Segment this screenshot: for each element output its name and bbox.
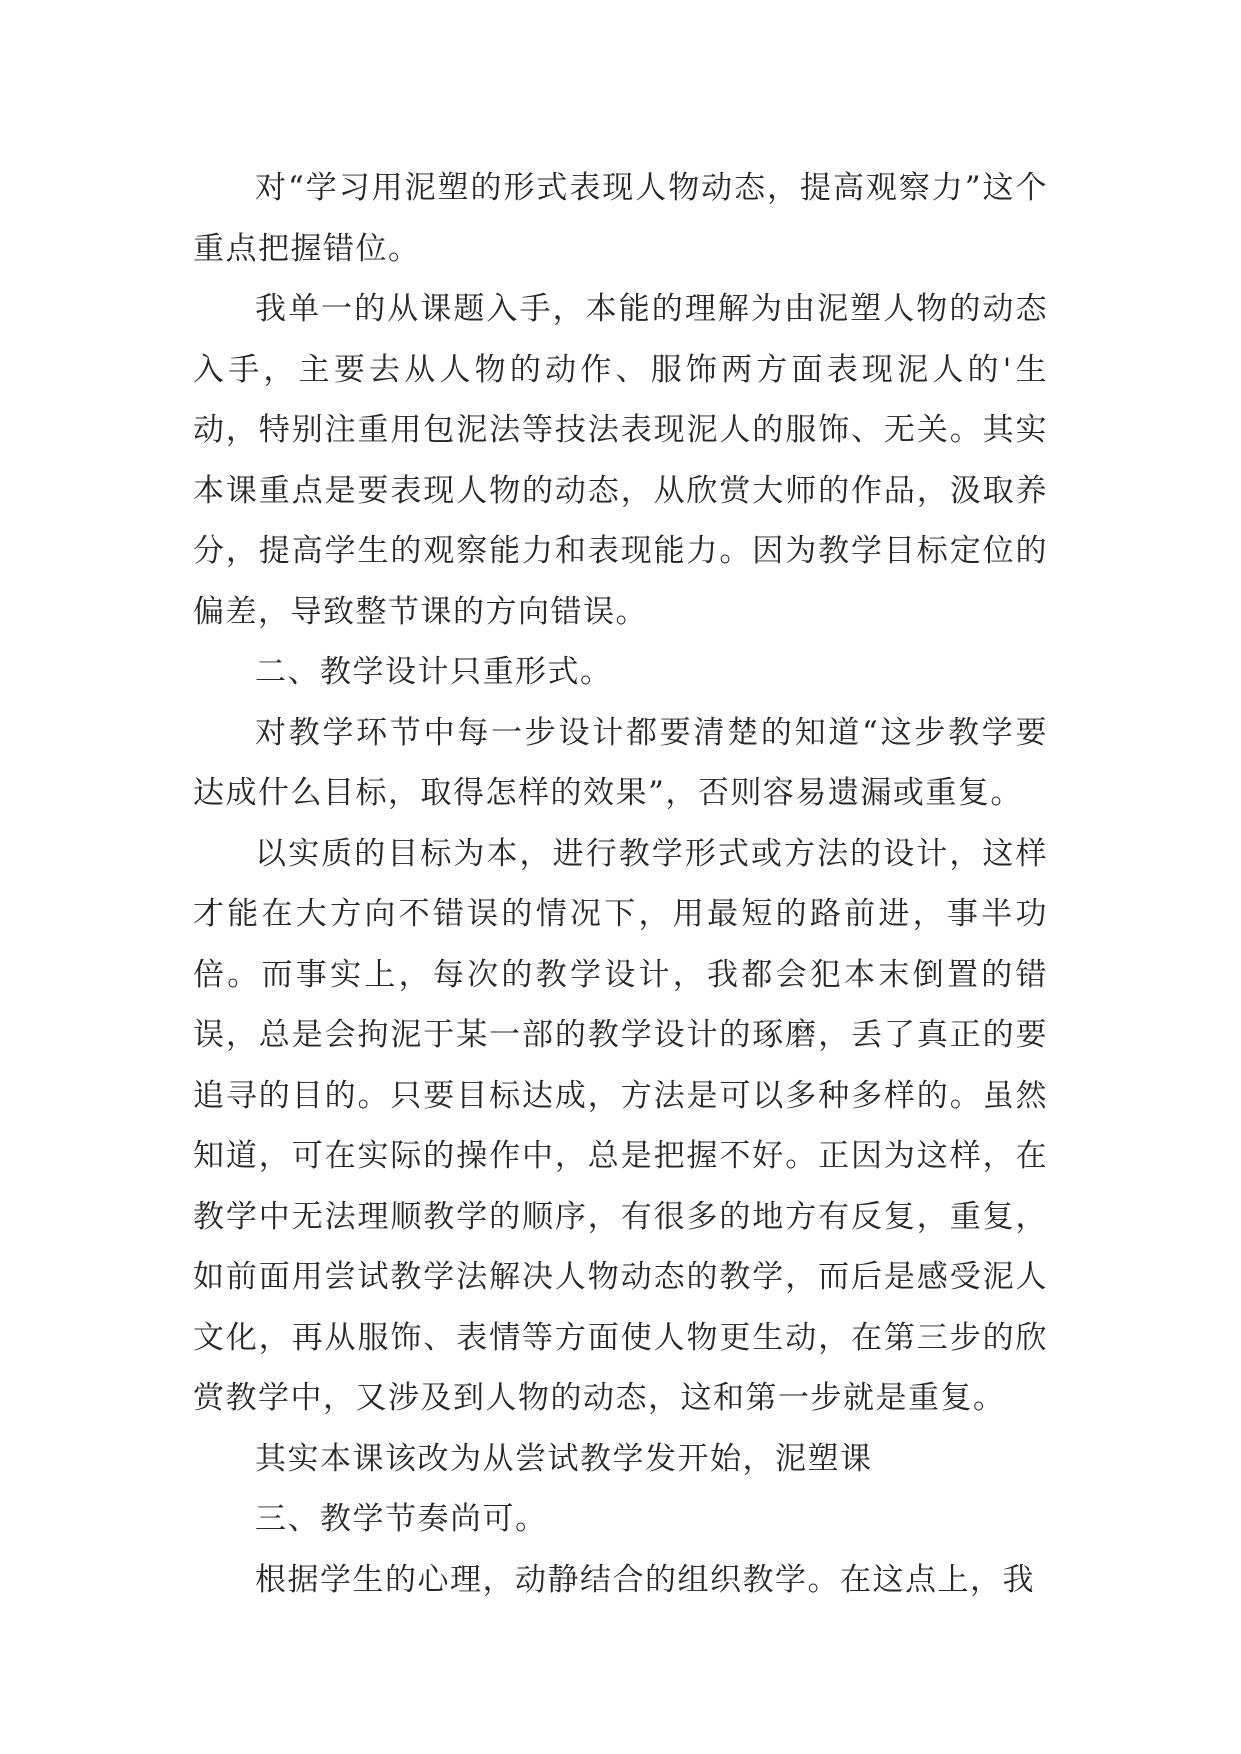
paragraph: 以实质的目标为本，进行教学形式或方法的设计，这样才能在大方向不错误的情况下，用最短的路前进，事半功倍。而事实上，每次的教学设计，我都会犯本末倒置的错误，总是会拘泥于某一部的教学设计的琢磨，丢了真正的要追寻的目的。只要目标达成，方法是可以多种多样的。虽然知道，可在实际的操作中，总是把握不好。正因为这样，在教学中无法理顺教学的顺序，有很多的地方有反复，重复，如前面用尝试教学法解决人物动态的教学，而后是感受泥人文化，再从服饰、表情等方面使人物更生动，在第三步的欣赏教学中，又涉及到人物的动态，这和第一步就是重复。 [193, 835, 1048, 1416]
section-heading: 二、教学设计只重形式。 [255, 654, 613, 690]
paragraph: 对教学环节中每一步设计都要清楚的知道“这步教学要达成什么目标，取得怎样的效果”，否则容易遗漏或重复。 [193, 714, 1048, 811]
document-body [193, 158, 1048, 1610]
paragraph: 根据学生的心理，动静结合的组织教学。在这点上，我 [255, 1561, 1035, 1598]
section-heading: 三、教学节奏尚可。 [255, 1501, 548, 1537]
paragraph: 对“学习用泥塑的形式表现人物动态，提高观察力”这个重点把握错位。 [193, 170, 1048, 267]
paragraph: 我单一的从课题入手，本能的理解为由泥塑人物的动态入手，主要去从人物的动作、服饰两方面表现泥人的'生动，特别注重用包泥法等技法表现泥人的服饰、无关。其实本课重点是要表现人物的动态，从欣赏大师的作品，汲取养分，提高学生的观察能力和表现能力。因为教学目标定位的偏差，导致整节课的方向错误。 [193, 291, 1048, 630]
paragraph: 其实本课该改为从尝试教学发开始，泥塑课 [255, 1440, 873, 1477]
